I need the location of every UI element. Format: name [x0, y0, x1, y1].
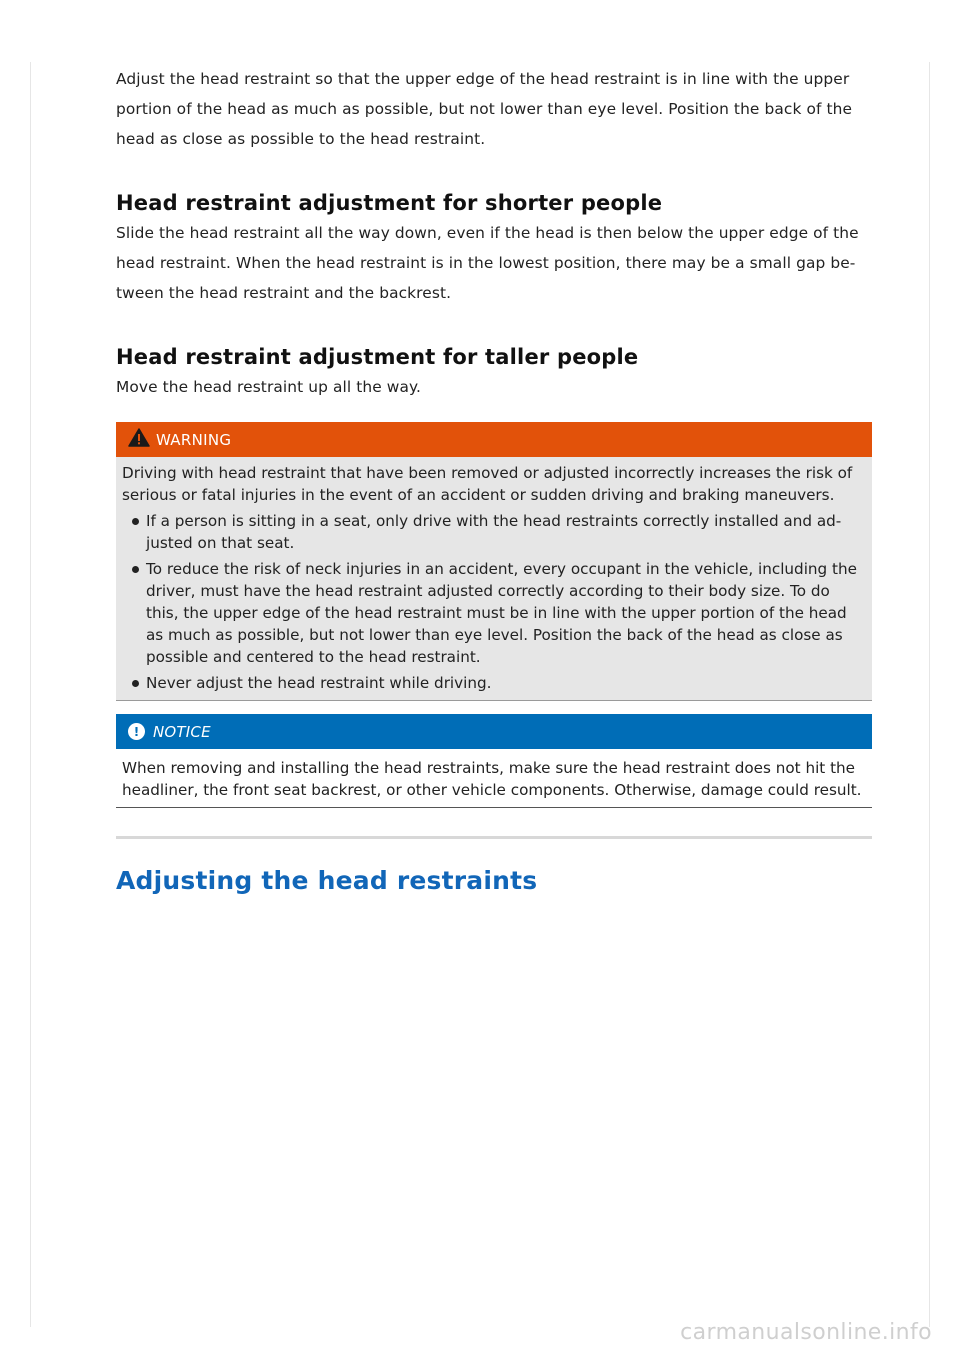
warning-label: WARNING — [156, 430, 232, 449]
left-margin-line — [30, 62, 31, 1327]
notice-label: NOTICE — [153, 722, 211, 741]
notice-header — [116, 714, 872, 749]
bullet-dot — [132, 680, 139, 687]
warning-body — [116, 457, 872, 701]
warning-bullet-text: To reduce the risk of neck injuries in an accident, every occupant in the vehicle, including the driver, must have the head restraint adjusted correctly according to their body size. To do this, the upper edge of the head restraint must be in line with the upper portion of the head as much as possible, but not lower than eye level. Position the back of the head as close as possible and centered to the head restraint. — [146, 560, 857, 666]
intro-paragraph: Adjust the head restraint so that the upper edge of the head restraint is in line with the upper portion of the head as much as possible, but not lower than eye level. Position the back of the head as close as possible to the head restraint. — [116, 70, 853, 148]
warning-bullet — [122, 558, 864, 668]
shorter-people-text: Slide the head restraint all the way down, even if the head is then below the upper edge of the head restraint. When the head restraint is in the lowest position, there may be a small gap be-tween the head restraint and the backrest. — [116, 224, 859, 302]
taller-people-text: Move the head restraint up all the way. — [116, 378, 422, 396]
notice-text: When removing and installing the head restraints, make sure the head restraint does not hit the headliner, the front seat backrest, or other vehicle components. Otherwise, damage could result. — [122, 759, 862, 799]
watermark: carmanualsonline.info — [680, 1320, 932, 1345]
bullet-dot — [132, 566, 139, 573]
warning-bullet-text: Never adjust the head restraint while driving. — [146, 674, 492, 692]
warning-bullet-text: If a person is sitting in a seat, only drive with the head restraints correctly installed and ad-justed on that seat. — [146, 512, 842, 552]
taller-people-heading: Head restraint adjustment for taller people — [116, 345, 639, 369]
section-divider — [116, 836, 872, 839]
warning-bullet — [122, 510, 864, 554]
exclamation-circle-icon: ! — [128, 723, 145, 740]
warning-bullet — [122, 672, 864, 694]
page-content — [116, 64, 872, 899]
notice-body — [116, 749, 872, 808]
warning-header — [116, 422, 872, 457]
right-margin-line — [929, 62, 930, 1327]
warning-text: Driving with head restraint that have been removed or adjusted incorrectly increases the risk of serious or fatal injuries in the event of an accident or sudden driving and braking maneuvers. — [122, 464, 853, 504]
section-heading: Adjusting the head restraints — [116, 866, 538, 895]
warning-triangle-icon — [128, 428, 150, 451]
warning-list — [122, 510, 864, 694]
bullet-dot — [132, 518, 139, 525]
shorter-people-heading: Head restraint adjustment for shorter people — [116, 191, 663, 215]
